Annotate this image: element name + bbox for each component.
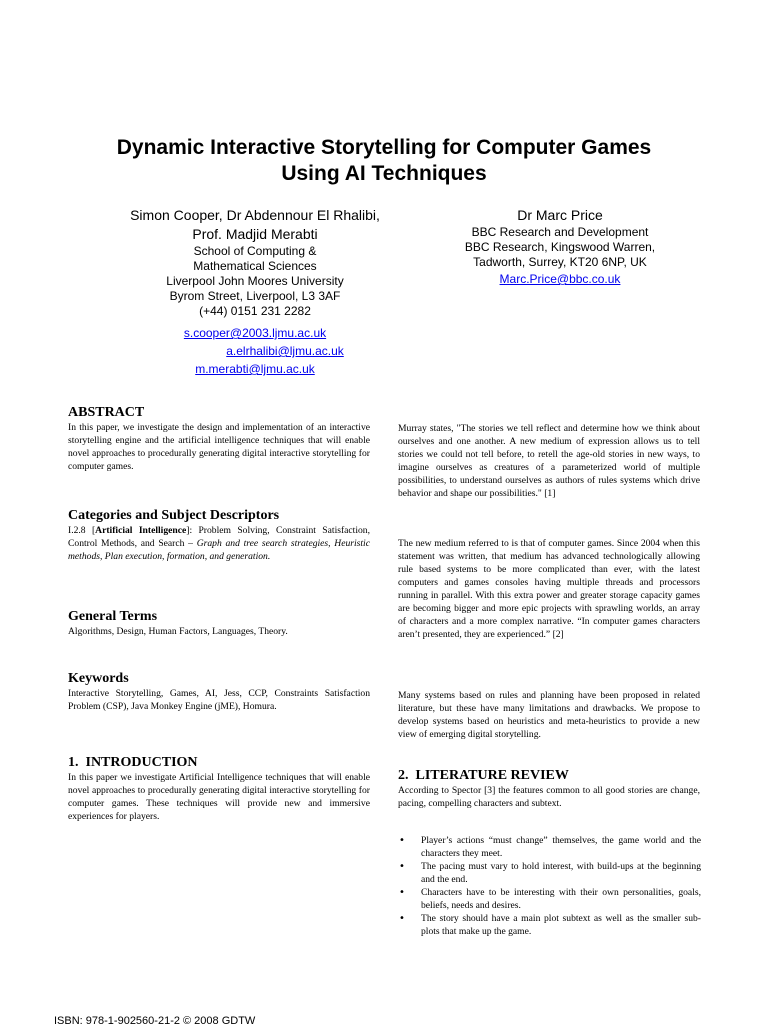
general-terms-section [68,608,370,638]
email-link-cooper[interactable]: s.cooper@2003.ljmu.ac.uk [183,326,327,340]
keywords-heading: Keywords [68,671,129,686]
paper-title-line1: Dynamic Interactive Storytelling for Computer Games [116,136,652,159]
isbn-footer: ISBN: 978-1-902560-21-2 © 2008 GDTW [54,1015,256,1027]
list-item: • The story should have a main plot subtext as well as the smaller sub-plots that make up the game. [397,912,701,938]
affiliation-line: Byrom Street, Liverpool, L3 3AF [169,289,341,303]
literature-heading [398,767,700,784]
email-link-merabti[interactable]: m.merabti@ljmu.ac.uk [195,362,315,376]
affiliation-line: BBC Research and Development [471,225,649,239]
affiliation-line: School of Computing & [193,244,317,258]
email-link-price[interactable]: Marc.Price@bbc.co.uk [499,272,621,286]
new-medium-paragraph [398,537,700,641]
author-names-line2: Prof. Madjid Merabti [192,226,318,242]
affiliation-line: Tadworth, Surrey, KT20 6NP, UK [473,255,647,269]
paper-title [0,135,768,187]
categories-rest: ]: Problem Solving, Constraint Satisfaction, Control Methods, and Search – [68,525,370,549]
introduction-number: 1. [68,755,79,770]
list-item: • Characters have to be interesting with their own personalities, goals, beliefs, needs and desires. [397,886,701,912]
categories-bold-term: Artificial Intelligence [95,525,187,536]
abstract-section [68,404,370,473]
categories-code: I.2.8 [ [68,525,96,536]
introduction-text: In this paper we investigate Artificial Intelligence techniques that will enable novel approaches to procedurally generating digital interactive storytelling for computer games. These techniques will provide new and immersive experiences for players. [68,772,370,822]
categories-heading: Categories and Subject Descriptors [68,508,280,523]
abstract-text: In this paper, we investigate the design and implementation of an interactive storytelling engine and the artificial intelligence techniques that will enable novel approaches to procedurally generating digital interactive storytelling for computer games. [68,422,370,472]
systems-paragraph [398,689,700,741]
literature-title: LITERATURE REVIEW [415,768,569,783]
categories-text [68,524,370,563]
literature-review-section [398,767,700,810]
abstract-heading: ABSTRACT [68,405,145,420]
author-names-line1: Simon Cooper, Dr Abdennour El Rhalibi, [130,207,380,223]
introduction-heading [68,754,370,771]
keywords-text: Interactive Storytelling, Games, AI, Jess, CCP, Constraints Satisfaction Problem (CSP), Java Monkey Engine (jME), Homura. [68,688,370,712]
paper-title-line2: Using AI Techniques [281,162,487,185]
literature-number: 2. [398,768,409,783]
introduction-title: INTRODUCTION [85,755,198,770]
introduction-section [68,754,370,823]
affiliation-line: Liverpool John Moores University [166,274,344,288]
list-item: • Player’s actions “must change” themselves, the game world and the characters they meet. [397,834,701,860]
author-name-price: Dr Marc Price [517,207,603,223]
general-terms-text: Algorithms, Design, Human Factors, Languages, Theory. [68,626,288,637]
body-paragraph: Many systems based on rules and planning have been proposed in related literature, but these have many limitations and drawbacks. We propose to develop systems based on heuristics and meta-heuristics to provide a new view of emerging digital storytelling. [398,690,700,740]
features-bullet-list [397,834,701,938]
categories-section [68,507,370,563]
literature-text: According to Spector [3] the features common to all good stories are change, pacing, compelling characters and subtext. [398,785,700,809]
email-link-elrhalibi[interactable]: a.elrhalibi@ljmu.ac.uk [226,344,344,358]
author-block-right [400,206,720,288]
body-paragraph: The new medium referred to is that of computer games. Since 2004 when this statement was written, that medium has advanced technologically allowing rule based systems to be more complicated than ever, with the latest computers and games consoles having multiple threads and processors running in parallel. With this extra power and greater storage capacity games are becoming bigger and more epic projects with sprawling worlds, an array of characters and a more complex narrative. “In computer games characters aren’t presented, they are experienced.” [2] [398,538,700,640]
murray-paragraph [398,422,700,500]
categories-italic: Graph and tree search strategies, Heuristic methods, Plan execution, formation, and generation. [68,538,370,562]
author-block-left [60,206,450,378]
body-paragraph: Murray states, "The stories we tell reflect and determine how we think about ourselves and one another. A new medium of expression allows us to tell stories we could not tell before, to retell the age-old stories in new ways, to imagine ourselves as creatures of a parameterized world of multiple possibilities, to understand ourselves as authors of rules systems which drive behavior and shape our possibilities." [1] [398,423,700,499]
list-item: • The pacing must vary to hold interest, with build-ups at the beginning and the end. [397,860,701,886]
affiliation-line: (+44) 0151 231 2282 [199,304,311,318]
general-terms-heading: General Terms [68,609,158,624]
affiliation-line: BBC Research, Kingswood Warren, [464,240,656,254]
affiliation-line: Mathematical Sciences [193,259,317,273]
keywords-section [68,670,370,713]
